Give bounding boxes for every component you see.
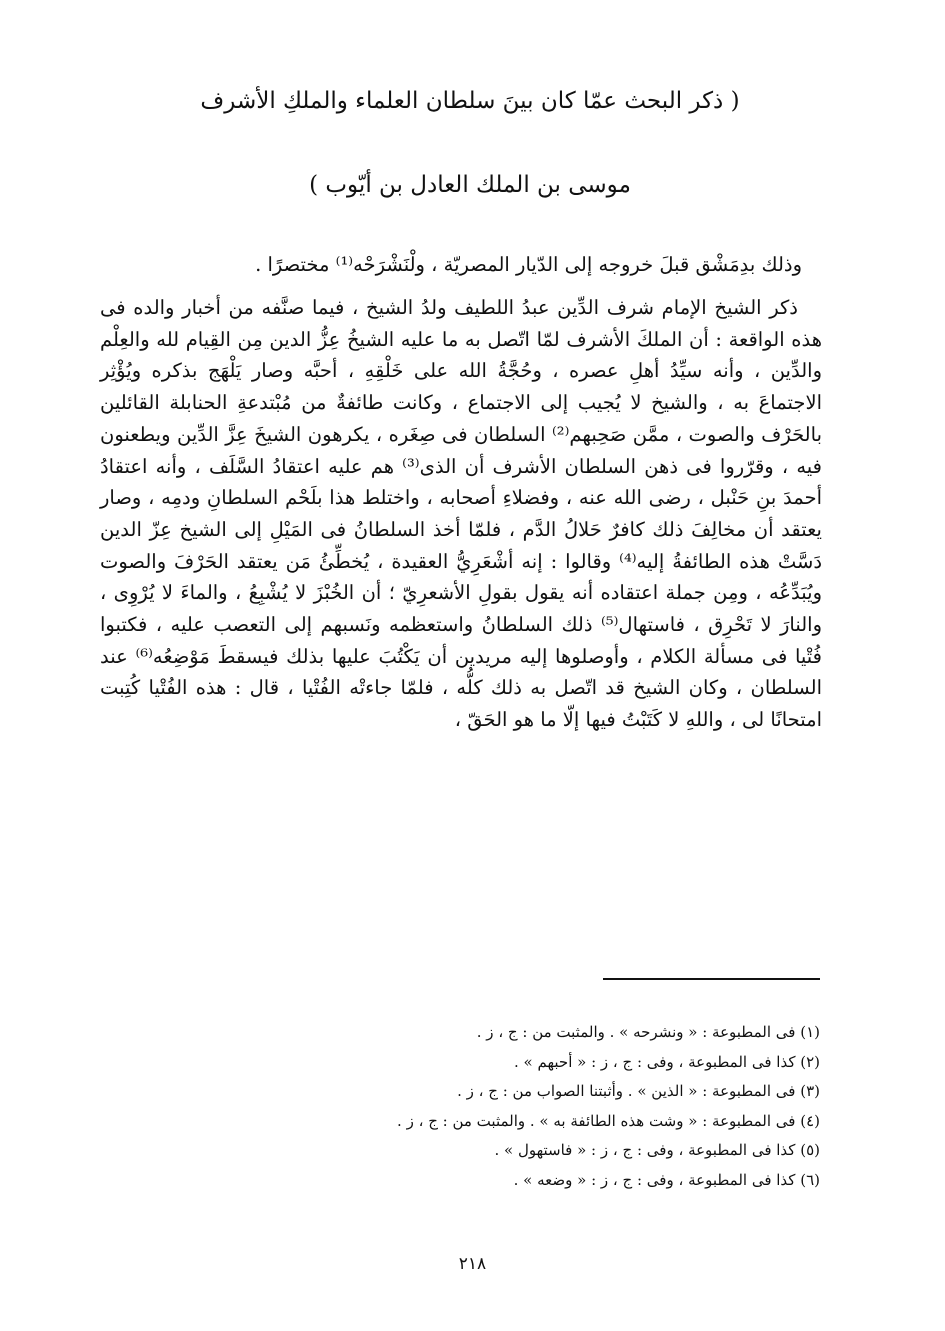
footnote-2: (٢) كذا فى المطبوعة ، وفى : ج ، ز : « أحبهم » . — [514, 1052, 820, 1071]
main-paragraph: ذكر الشيخ الإمام شرف الدِّين عبدُ اللطيف ولدُ الشيخ ، فيما صنَّفه من أخبار والده فى هذه الواقعة : أن الملكَ الأشرف لمّا اتّصل به ما عليه الشيخُ عِزُّ الدين مِن القِيام لله والعِلْم والدِّين ، وأنه سيِّدُ أهلِ عصره ، وحُجَّةُ الله على خَلْقِهِ ، أحبَّه وصار يَلْهَج بذكره ويُؤْثِر الاجتماعَ به ، والشيخ لا يُجيب إلى الاجتماع ، وكانت طائفةٌ من مُبْتدعةِ الحنابلة القائلين بالحَرْف والصوت ، ممَّن صَحِبهم⁽²⁾ السلطان فى صِغَره ، يكرهون الشيخَ عِزَّ الدِّين ويطعنون فيه ، وقرّروا فى ذهن السلطان الأشرف أن الذى⁽³⁾ هم عليه اعتقادُ السَّلَف ، وأنه اعتقادُ أحمدَ بنِ حَنْبل ، رضى الله عنه ، وفضلاءِ أصحابه ، واختلط هذا بلَحْم السلطانِ ودمِه ، وصار يعتقد أن مخالِفَ ذلك كافرٌ حَلالُ الدَّم ، فلمّا أخذ السلطانُ فى المَيْلِ إلى الشيخ عِزّ الدين دَسَّتْ هذه الطائفةُ إليه⁽⁴⁾ وقالوا : إنه أشْعَرِيُّ العقيدة ، يُخطِّئُ مَن يعتقد الحَرْفَ والصوت ويُبَدِّعُه ، ومِن جملة اعتقاده أنه يقول بقولِ الأشعرِيّ ؛ أن الخُبْزَ لا يُشْبِعُ ، والماءَ لا يُرْوِى ، والنارَ لا تَحْرِق ، فاستهال⁽⁵⁾ ذلك السلطانُ واستعظمه ونَسبهم إلى التعصب عليه ، فكتبوا فُتْيا فى مسألة الكلام ، وأوصلوها إليه مريدين أن يَكْتُبَ عليها بذلك فيسقطَ مَوْضِعُه⁽⁶⁾ عند السلطان ، وكان الشيخ قد اتّصل به ذلك كلُّه ، فلمّا جاءتْه الفُتْيا ، قال : هذه الفُتْيا كُتِبت امتحانًا لى ، واللهِ لا كَتَبْتُ فيها إلّا ما هو الحَقّ ، — [100, 296, 823, 732]
footnote-5: (٥) كذا فى المطبوعة ، وفى : ج ، ز : « فاستهول » . — [494, 1141, 820, 1159]
footnote-6: (٦) كذا فى المطبوعة ، وفى : ج ، ز : « وضعه » . — [513, 1170, 820, 1189]
footnote-4: (٤) فى المطبوعة : « وشت هذه الطائفة به » . والمثبت من : ج ، ز . — [397, 1111, 820, 1130]
page-number: ٢١٨ — [458, 1254, 487, 1274]
footnote-3: (٣) فى المطبوعة : « الذين » . وأثبتنا الصواب من : ج ، ز . — [457, 1082, 820, 1100]
section-title-line-2: موسى بن الملك العادل بن أيّوب ) — [309, 172, 631, 198]
section-title-line-1: ( ذكر البحث عمّا كان بينَ سلطان العلماء والملكِ الأشرف — [200, 88, 740, 114]
footnotes — [340, 1018, 820, 1195]
intro-paragraph: وذلك بدِمَشْق قبلَ خروجه إلى الدّيار المصريّة ، ولْنَشْرَحْه⁽¹⁾ مختصرًا . — [255, 253, 802, 276]
footnote-1: (١) فى المطبوعة : « ونشرحه » . والمثبت من : ج ، ز . — [476, 1023, 820, 1041]
footnote-separator — [603, 978, 820, 980]
